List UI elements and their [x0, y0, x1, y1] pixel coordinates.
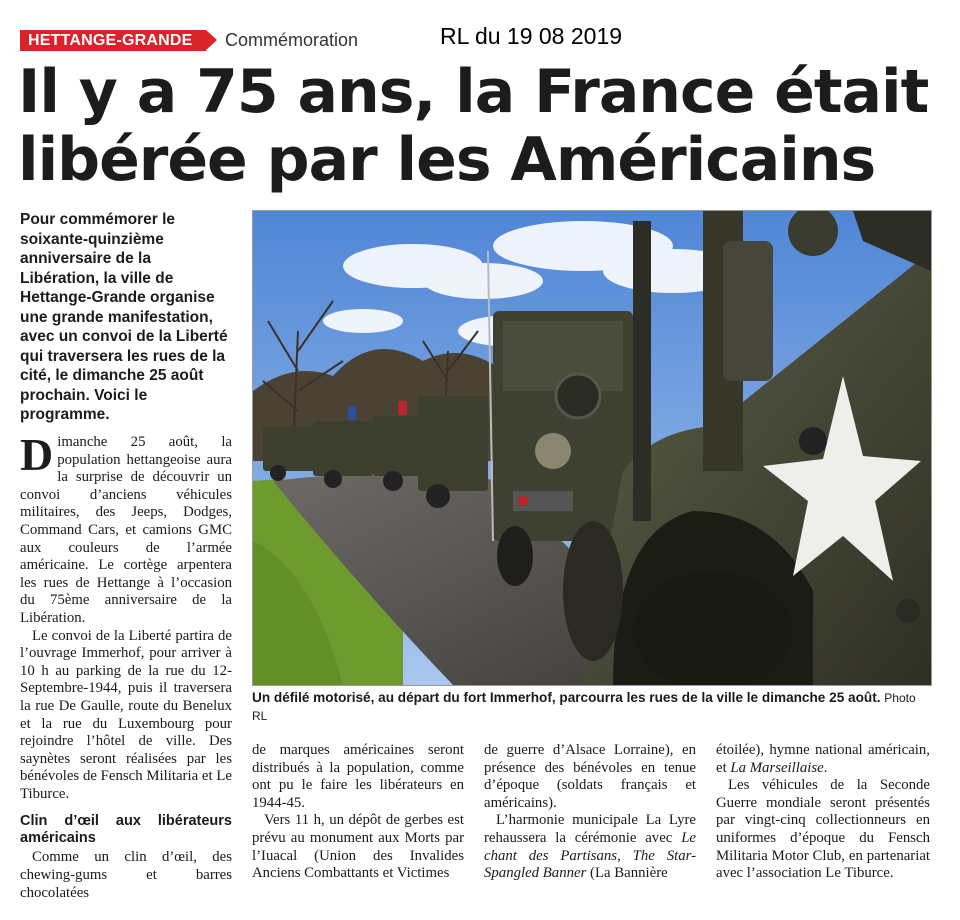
- article-column-4: [716, 742, 930, 883]
- column-4-paragraph-1-start: étoilée), hymne national américain, et: [716, 742, 930, 776]
- article-photo: [252, 210, 932, 686]
- article-column-3: [484, 742, 696, 883]
- photo-caption: [252, 689, 930, 725]
- column-1-paragraph-3: Comme un clin d’œil, des chewing-gums et barres chocolatées: [20, 849, 232, 901]
- column-3-paragraph-2-end: (La Bannière: [586, 865, 668, 882]
- column-3-paragraph-2-start: L’harmonie municipale La Lyre rehaussera la cérémonie avec: [484, 812, 696, 846]
- column-2-paragraph-1: de marques américaines seront distribués à la population, comme ont pu le faire les libérateurs en 1944-45.: [252, 742, 464, 811]
- drop-cap: D: [20, 429, 54, 480]
- article-column-2: [252, 742, 464, 883]
- article-column-1: [20, 429, 232, 902]
- column-3-paragraph-2: [484, 812, 696, 882]
- headline-line-1: Il y a 75 ans, la France était: [18, 57, 929, 127]
- source-note: RL du 19 08 2019: [440, 23, 623, 49]
- song-titles: Le chant des Partisans, The Star-Spangled Banner: [484, 829, 696, 882]
- column-2-paragraph-2: Vers 11 h, un dépôt de gerbes est prévu au monument aux Morts par l’Iuacal (Union des Invalides Anciens Combattants et Victimes: [252, 812, 464, 882]
- column-1-paragraph-1-text: imanche 25 août, la population hettangeoise aura la surprise de découvrir un convoi d’anciens véhicules militaires, des Jeeps, Dodges, Command Cars, et camions GMC aux couleurs de l’armée américaine. Le cortège arpentera les rues de Hettange à l’occasion du 75ème anniversaire de la Libération.: [20, 434, 232, 626]
- column-1-paragraph-2: Le convoi de la Liberté partira de l’ouvrage Immerhof, pour arriver à 10 h au parking de la rue du 12-Septembre-1944, puis il traversera la rue De Gaulle, route du Benelux et la rue du Luxembourg pour rejoindre l’hôtel de ville. Des saynètes seront réalisées par les bénévoles de Fensch Militaria et Le Tiburce.: [20, 627, 232, 802]
- lead-paragraph: Pour commémorer le soixante-quinzième anniversaire de la Libération, la ville de Hettange-Grande organise une grande manifestation, avec un convoi de la Liberté qui traversera les rues de la cité, le dimanche 25 août prochain. Voici le programme.: [20, 211, 228, 423]
- column-1-paragraph-1: [20, 429, 232, 628]
- section-tag: HETTANGE-GRANDE: [20, 30, 206, 51]
- headline: [18, 58, 948, 194]
- section-tag-arrow: [206, 30, 217, 50]
- column-3-paragraph-1: de guerre d’Alsace Lorraine), en présence des bénévoles en tenue d’époque (soldats français et américains).: [484, 742, 696, 811]
- rubric-label: Commémoration: [225, 30, 359, 50]
- caption-text: Un défilé motorisé, au départ du fort Immerhof, parcourra les rues de la ville le dimanche 25 août.: [252, 690, 881, 705]
- photo-credit: Photo RL: [252, 691, 916, 723]
- anthem-title: La Marseillaise: [730, 759, 824, 776]
- column-4-paragraph-2: Les véhicules de la Seconde Guerre mondiale seront présentés par vingt-cinq collectionneurs en uniformes d’époque du Fensch Militaria Motor Club, en partenariat avec l’association Le Tiburce.: [716, 777, 930, 882]
- subheading: Clin d’œil aux libérateurs américains: [20, 813, 232, 847]
- convoy-photo-illustration: [253, 211, 931, 685]
- column-4-paragraph-1: [716, 742, 930, 777]
- headline-line-2: libérée par les Américains: [18, 125, 876, 195]
- column-4-paragraph-1-end: .: [823, 759, 828, 776]
